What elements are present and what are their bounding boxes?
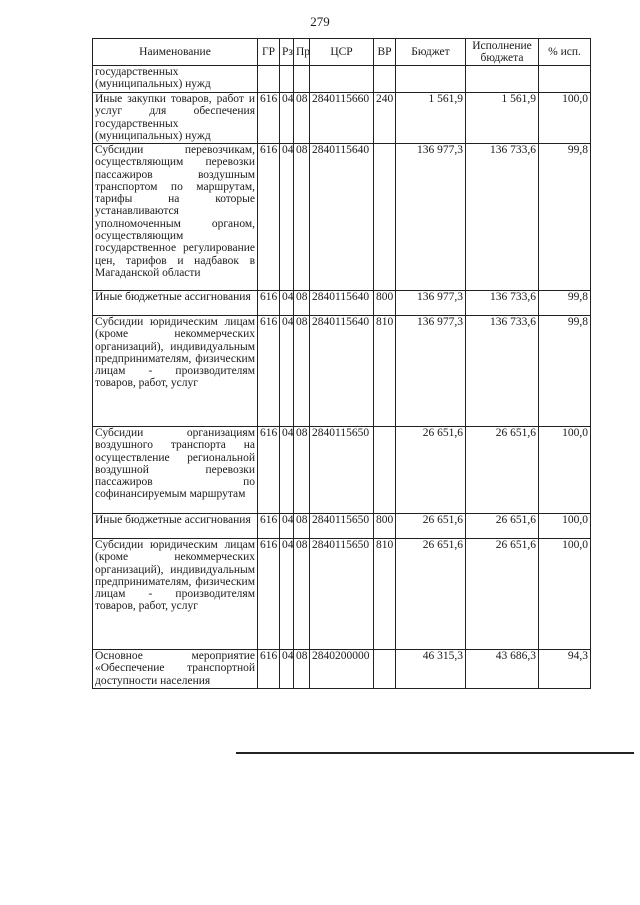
table-row: [93, 539, 591, 650]
row-pr: 08: [294, 539, 310, 650]
header-csr: ЦСР: [310, 39, 374, 66]
row-budget: 1 561,9: [396, 93, 466, 144]
row-percent: 100,0: [539, 539, 591, 650]
row-rz: [280, 66, 294, 93]
row-rz: 04: [280, 93, 294, 144]
row-execution: 26 651,6: [466, 539, 539, 650]
row-gr: 616: [258, 650, 280, 689]
row-gr: [258, 66, 280, 93]
row-budget: 26 651,6: [396, 427, 466, 514]
row-name: Субсидии организациям воздушного транспорта на осуществление региональной воздушной перевозки пассажиров по софинансируемым маршрутам: [93, 427, 258, 514]
header-percent: % исп.: [539, 39, 591, 66]
row-percent: 99,8: [539, 316, 591, 427]
row-budget: 26 651,6: [396, 539, 466, 650]
row-percent: 100,0: [539, 514, 591, 539]
row-percent: [539, 66, 591, 93]
row-name: государственных (муниципальных) нужд: [93, 66, 258, 93]
row-name: Основное мероприятие «Обеспечение транспортной доступности населения: [93, 650, 258, 689]
row-rz: 04: [280, 291, 294, 316]
row-gr: 616: [258, 427, 280, 514]
row-budget: 136 977,3: [396, 316, 466, 427]
row-percent: 100,0: [539, 427, 591, 514]
row-pr: 08: [294, 291, 310, 316]
table-row: [93, 144, 591, 291]
row-vr: [374, 66, 396, 93]
row-budget: 136 977,3: [396, 144, 466, 291]
row-vr: 810: [374, 539, 396, 650]
row-vr: [374, 427, 396, 514]
row-vr: 810: [374, 316, 396, 427]
row-budget: 26 651,6: [396, 514, 466, 539]
row-csr: 2840115640: [310, 291, 374, 316]
row-name: Субсидии юридическим лицам (кроме некоммерческих организаций), индивидуальным предпринимателям, физическим лицам - производителям товаров, работ, услуг: [93, 539, 258, 650]
row-rz: 04: [280, 316, 294, 427]
row-csr: 2840115640: [310, 144, 374, 291]
row-csr: 2840115650: [310, 539, 374, 650]
row-vr: 800: [374, 291, 396, 316]
row-csr: 2840200000: [310, 650, 374, 689]
row-pr: [294, 66, 310, 93]
header-execution: Исполнение бюджета: [466, 39, 539, 66]
header-rz: Рз: [280, 39, 294, 66]
table-header-row: [93, 39, 591, 66]
page-number: 279: [310, 14, 330, 29]
row-execution: 136 733,6: [466, 316, 539, 427]
row-percent: 99,8: [539, 144, 591, 291]
table-row: [93, 514, 591, 539]
row-rz: 04: [280, 539, 294, 650]
row-csr: 2840115650: [310, 427, 374, 514]
row-execution: 136 733,6: [466, 144, 539, 291]
row-budget: 136 977,3: [396, 291, 466, 316]
row-execution: 1 561,9: [466, 93, 539, 144]
row-gr: 616: [258, 144, 280, 291]
row-budget: 46 315,3: [396, 650, 466, 689]
table-row: [93, 291, 591, 316]
row-vr: [374, 144, 396, 291]
row-vr: 240: [374, 93, 396, 144]
row-csr: 2840115660: [310, 93, 374, 144]
row-pr: 08: [294, 144, 310, 291]
row-execution: 26 651,6: [466, 514, 539, 539]
row-csr: [310, 66, 374, 93]
table-row: [93, 316, 591, 427]
row-pr: 08: [294, 316, 310, 427]
row-execution: 26 651,6: [466, 427, 539, 514]
row-name: Субсидии юридическим лицам (кроме некоммерческих организаций), индивидуальным предпринимателям, физическим лицам - производителям товаров, работ, услуг: [93, 316, 258, 427]
header-name: Наименование: [93, 39, 258, 66]
row-execution: 136 733,6: [466, 291, 539, 316]
footer-divider: [236, 752, 634, 754]
row-pr: 08: [294, 427, 310, 514]
row-pr: 08: [294, 93, 310, 144]
row-percent: 100,0: [539, 93, 591, 144]
header-gr: ГР: [258, 39, 280, 66]
row-rz: 04: [280, 427, 294, 514]
table-row: [93, 66, 591, 93]
row-rz: 04: [280, 514, 294, 539]
row-csr: 2840115640: [310, 316, 374, 427]
row-csr: 2840115650: [310, 514, 374, 539]
header-pr: Пр: [294, 39, 310, 66]
row-rz: 04: [280, 144, 294, 291]
row-name: Иные бюджетные ассигнования: [93, 291, 258, 316]
row-gr: 616: [258, 539, 280, 650]
budget-table: [92, 38, 591, 689]
row-vr: 800: [374, 514, 396, 539]
row-name: Иные закупки товаров, работ и услуг для обеспечения государственных (муниципальных) нужд: [93, 93, 258, 144]
table-row: [93, 427, 591, 514]
row-gr: 616: [258, 93, 280, 144]
row-gr: 616: [258, 514, 280, 539]
row-gr: 616: [258, 316, 280, 427]
row-percent: 99,8: [539, 291, 591, 316]
row-pr: 08: [294, 650, 310, 689]
row-name: Иные бюджетные ассигнования: [93, 514, 258, 539]
row-percent: 94,3: [539, 650, 591, 689]
header-budget: Бюджет: [396, 39, 466, 66]
row-name: Субсидии перевозчикам, осуществляющим перевозки пассажиров воздушным транспортом по маршрутам, тарифы на которые устанавливаются уполномоченным органом, осуществляющим государственное регулирование цен, тарифов и надбавок в Магаданской области: [93, 144, 258, 291]
row-gr: 616: [258, 291, 280, 316]
table-row: [93, 93, 591, 144]
table-row: [93, 650, 591, 689]
row-pr: 08: [294, 514, 310, 539]
row-rz: 04: [280, 650, 294, 689]
header-vr: ВР: [374, 39, 396, 66]
row-vr: [374, 650, 396, 689]
row-execution: 43 686,3: [466, 650, 539, 689]
row-execution: [466, 66, 539, 93]
row-budget: [396, 66, 466, 93]
